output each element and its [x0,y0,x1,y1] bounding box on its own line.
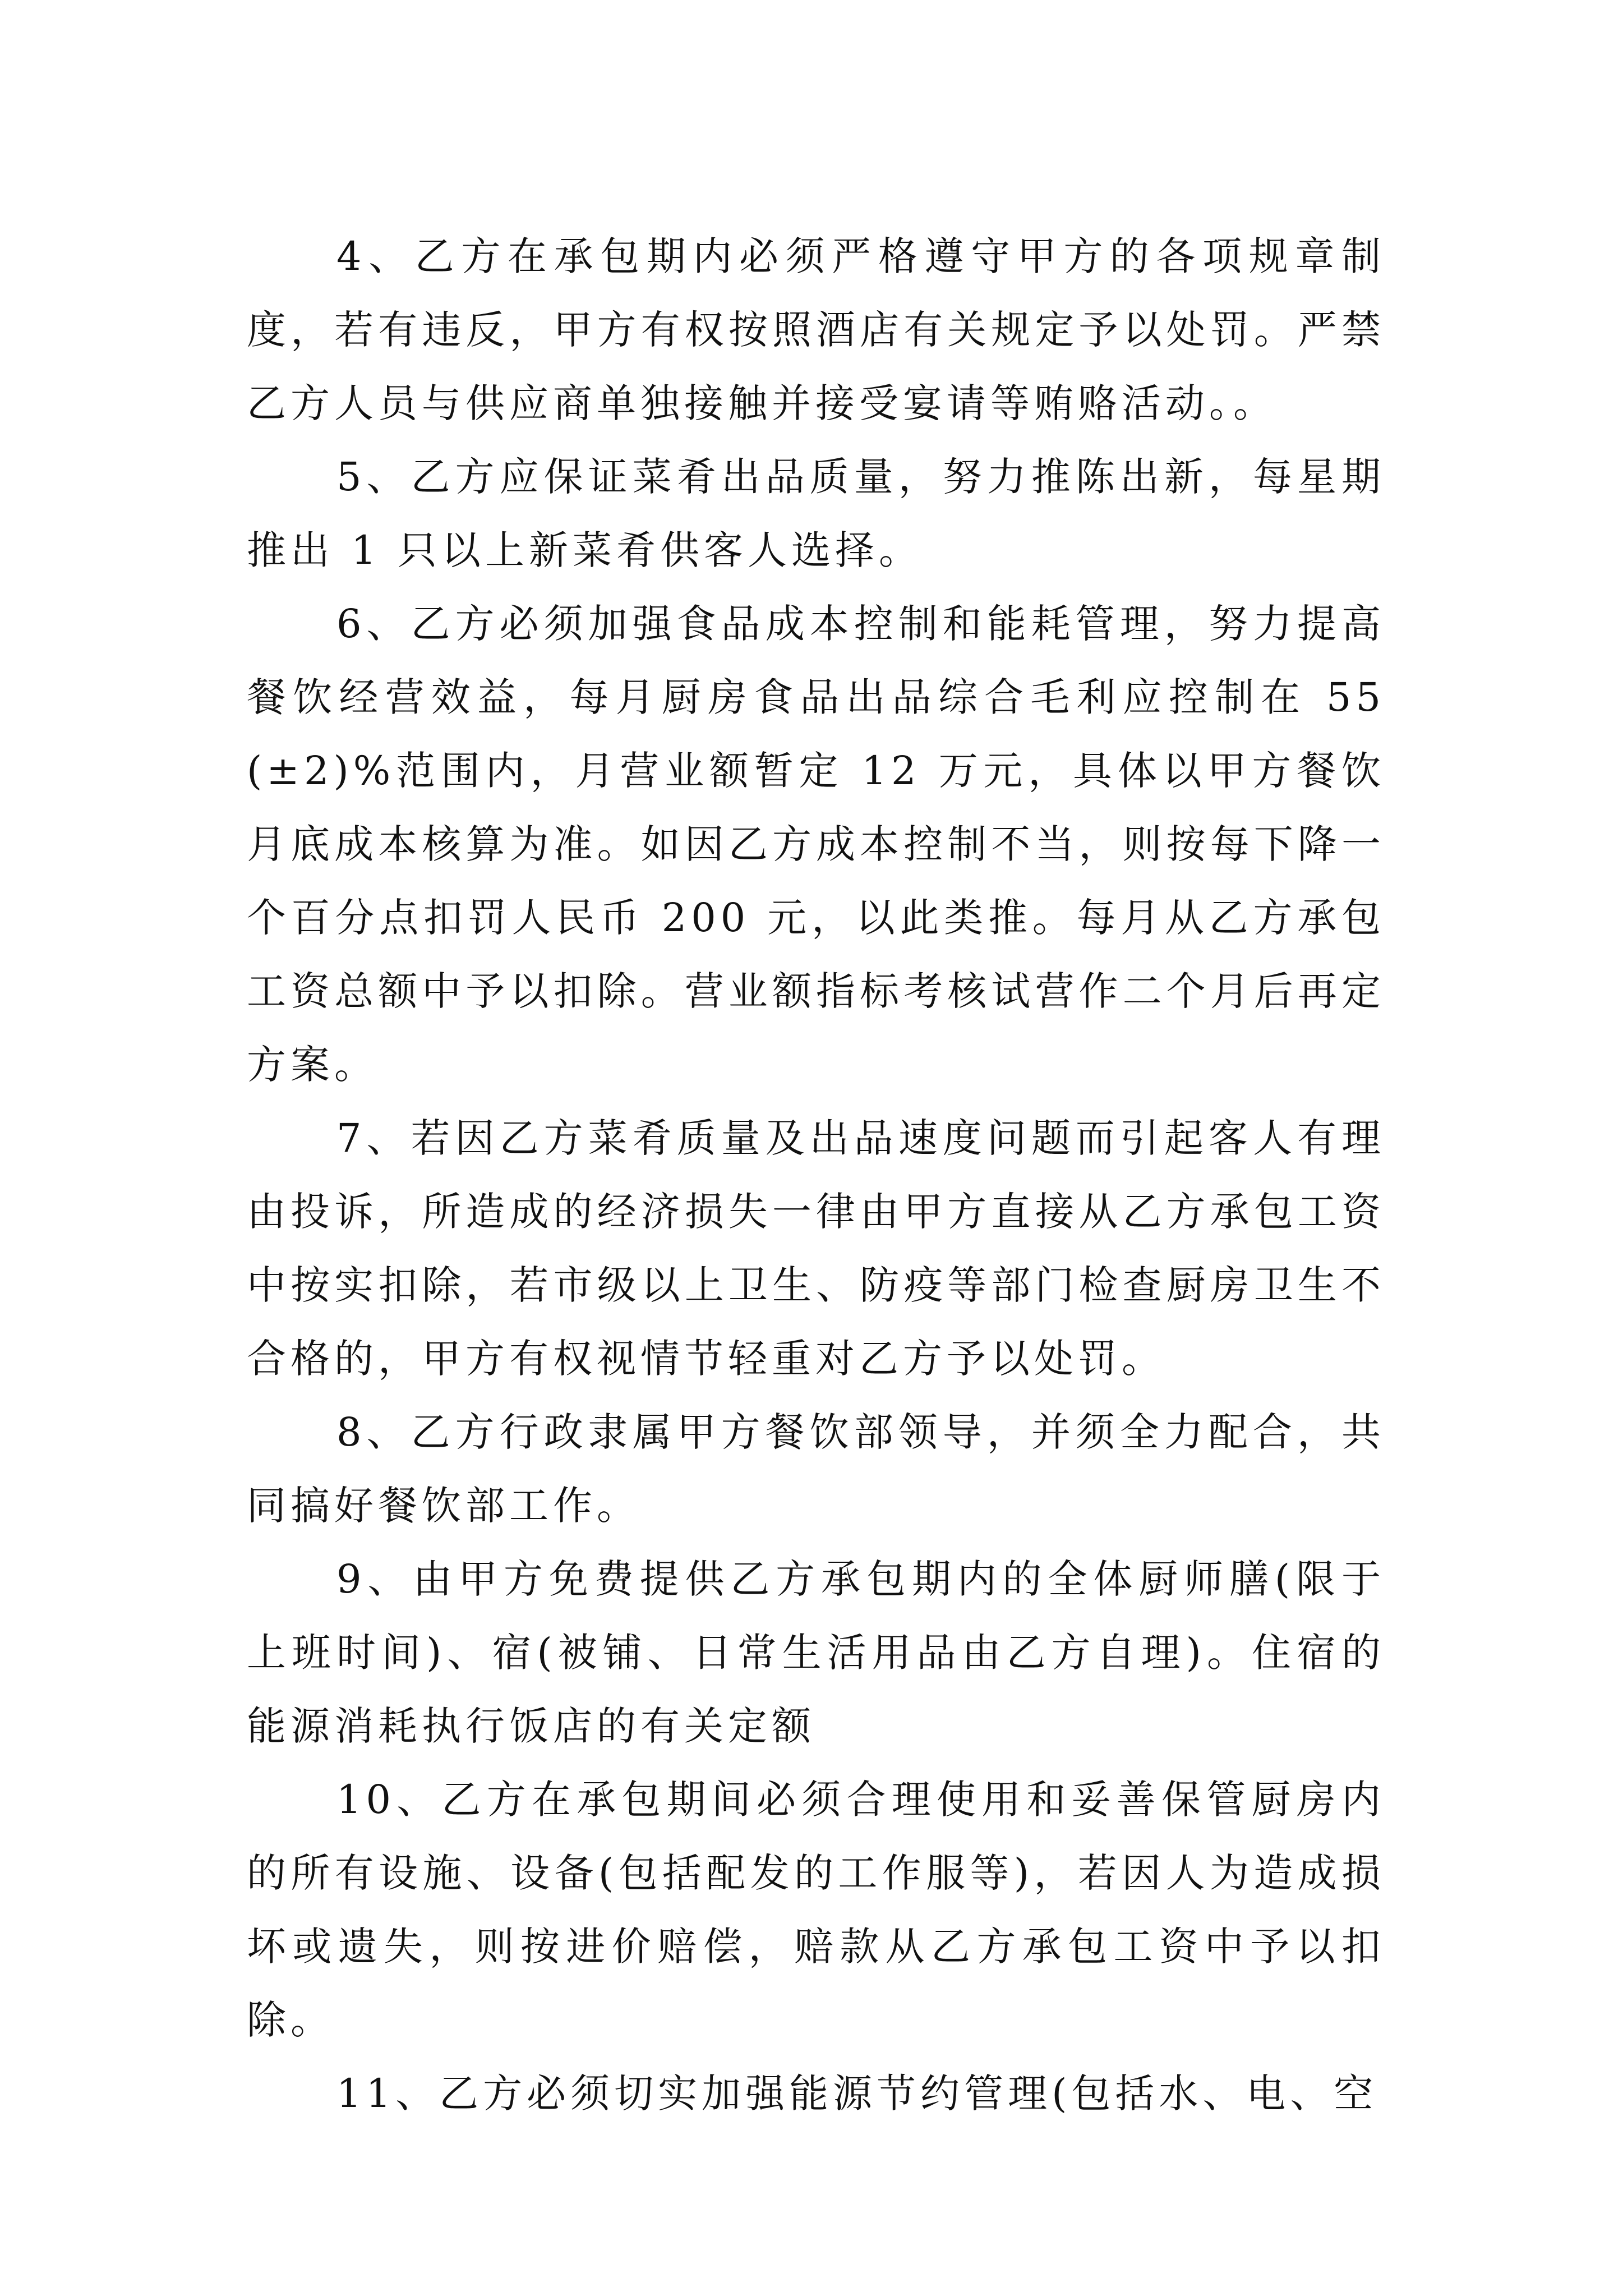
clause-9: 9、由甲方免费提供乙方承包期内的全体厨师膳(限于上班时间)、宿(被铺、日常生活用品由乙方自理)。住宿的能源消耗执行饭店的有关定额 [247,1556,1385,1749]
clause-8: 8、乙方行政隶属甲方餐饮部领导，并须全力配合，共同搞好餐饮部工作。 [247,1409,1385,1529]
clause-10: 10、乙方在承包期间必须合理使用和妥善保管厨房内的所有设施、设备(包括配发的工作服等)，若因人为造成损坏或遗失，则按进价赔偿，赔款从乙方承包工资中予以扣除。 [247,1777,1385,2043]
clause-7: 7、若因乙方菜肴质量及出品速度问题而引起客人有理由投诉，所造成的经济损失一律由甲方直接从乙方承包工资中按实扣除，若市级以上卫生、防疫等部门检查厨房卫生不合格的，甲方有权视情节轻重对乙方予以处罚。 [247,1115,1385,1382]
clause-11: 11、乙方必须切实加强能源节约管理(包括水、电、空 [336,2070,1378,2116]
clause-6: 6、乙方必须加强食品成本控制和能耗管理，努力提高餐饮经营效益，每月厨房食品出品综合毛利应控制在 55(±2)%范围内，月营业额暂定 12 万元，具体以甲方餐饮月底成本核算为准。如因乙方成本控制不当，则按每下降一个百分点扣罚人民币 200 元，以此类推。每月从乙方承包工资总额中予以扣除。营业额指标考核试营作二个月后再定方案。 [247,601,1385,1088]
clause-5: 5、乙方应保证菜肴出品质量，努力推陈出新，每星期推出 1 只以上新菜肴供客人选择。 [247,454,1385,573]
clause-4: 4、乙方在承包期内必须严格遵守甲方的各项规章制度，若有违反，甲方有权按照酒店有关规定予以处罚。严禁乙方人员与供应商单独接触并接受宴请等贿赂活动。。 [247,233,1385,426]
document-body [247,220,1385,2131]
